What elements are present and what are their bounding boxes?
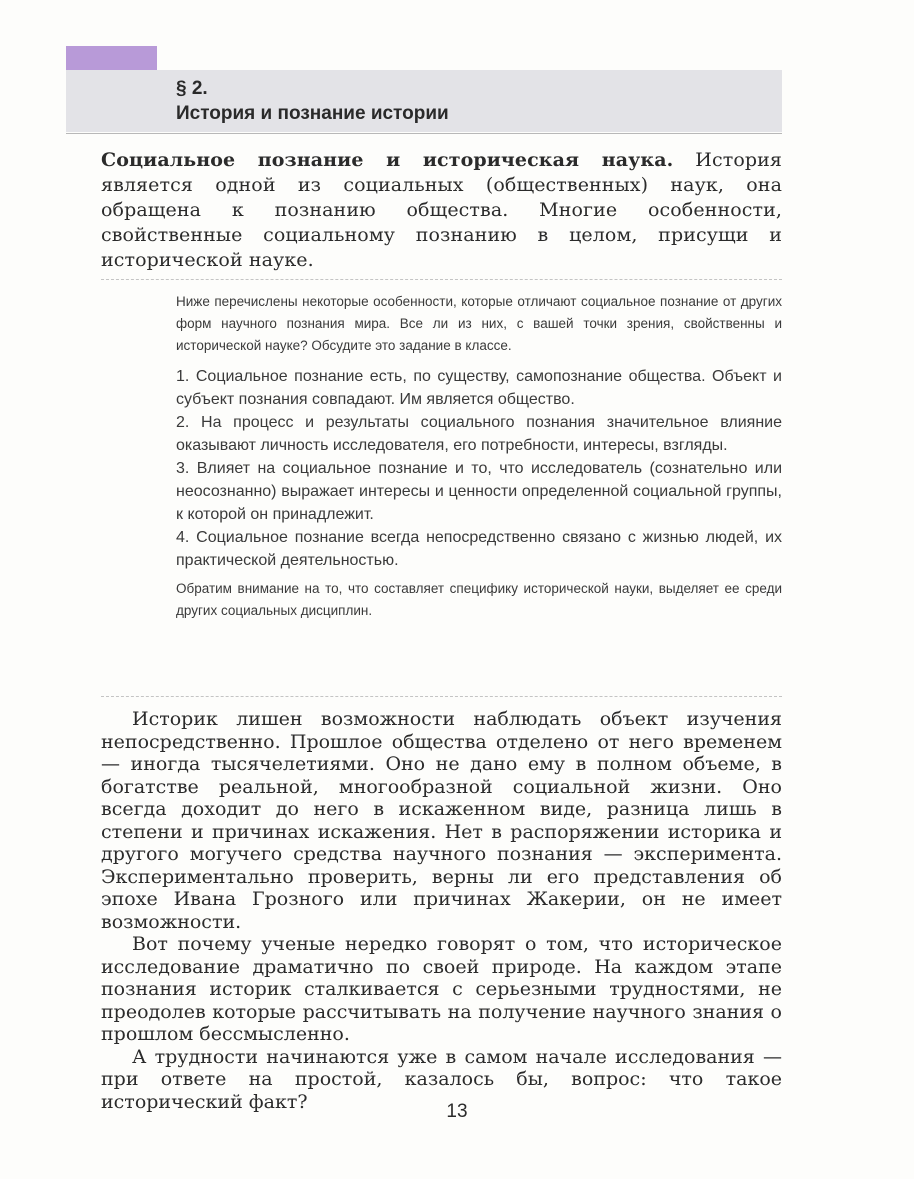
task-list-item: 4. Социальное познание всегда непосредственно связано с жизнью людей, их практической деятельностью. <box>176 529 782 569</box>
intro-paragraph <box>101 148 782 273</box>
task-top-divider <box>101 279 782 280</box>
task-list <box>176 365 782 572</box>
task-box <box>176 291 782 622</box>
page-number: 13 <box>446 1101 468 1122</box>
section-title: История и познание истории <box>176 103 449 124</box>
main-text <box>101 708 782 1113</box>
intro-lead-heading: Социальное познание и историческая наука. <box>101 149 674 171</box>
task-question: Ниже перечислены некоторые особенности, которые отличают социальное познание от других форм научного познания мира. Все ли из них, с вашей точки зрения, свойственны и исторической науке? Обсудите это задание в классе. <box>176 294 782 353</box>
task-list-item: 1. Социальное познание есть, по существу, самопознание общества. Объект и субъект познания совпадают. Им является общество. <box>176 368 782 408</box>
body-paragraph: Вот почему ученые нередко говорят о том, что историческое исследование драматично по своей природе. На каждом этапе познания историк сталкивается с серьезными трудностями, не преодолев которые рассчитывать на получение научного знания о прошлом бессмысленно. <box>101 933 782 1045</box>
task-bottom-divider <box>101 696 782 697</box>
task-note: Обратим внимание на то, что составляет специфику исторической науки, выделяет ее среди других социальных дисциплин. <box>176 581 782 618</box>
body-paragraph: А трудности начинаются уже в самом начале исследования — при ответе на простой, казалось бы, вопрос: что такое исторический факт? <box>101 1045 782 1113</box>
intro-lead-text: История является одной из социальных (общественных) наук, она обращена к познанию общества. Многие особенности, свойственные социальному познанию в целом, присущи и исторической науке. <box>101 149 782 271</box>
section-accent-tab <box>66 46 157 70</box>
header-divider <box>66 133 782 134</box>
body-paragraph: Историк лишен возможности наблюдать объект изучения непосредственно. Прошлое общества отделено от него временем — иногда тысячелетиями. Оно не дано ему в полном объеме, в богатстве реальной, многообразной социальной жизни. Оно всегда доходит до него в искаженном виде, разница лишь в степени и причинах искажения. Нет в распоряжении историка и другого могучего средства научного познания — эксперимента. Экспериментально проверить, верны ли его представления об эпохе Ивана Грозного или причинах Жакерии, он не имеет возможности. <box>101 708 782 933</box>
section-number: § 2. <box>176 78 208 99</box>
task-list-item: 2. На процесс и результаты социального познания значительное влияние оказывают личность исследователя, его потребности, интересы, взгляды. <box>176 414 782 454</box>
task-list-item: 3. Влияет на социальное познание и то, что исследователь (сознательно или неосознанно) выражает интересы и ценности определенной социальной группы, к которой он принадлежит. <box>176 460 782 523</box>
